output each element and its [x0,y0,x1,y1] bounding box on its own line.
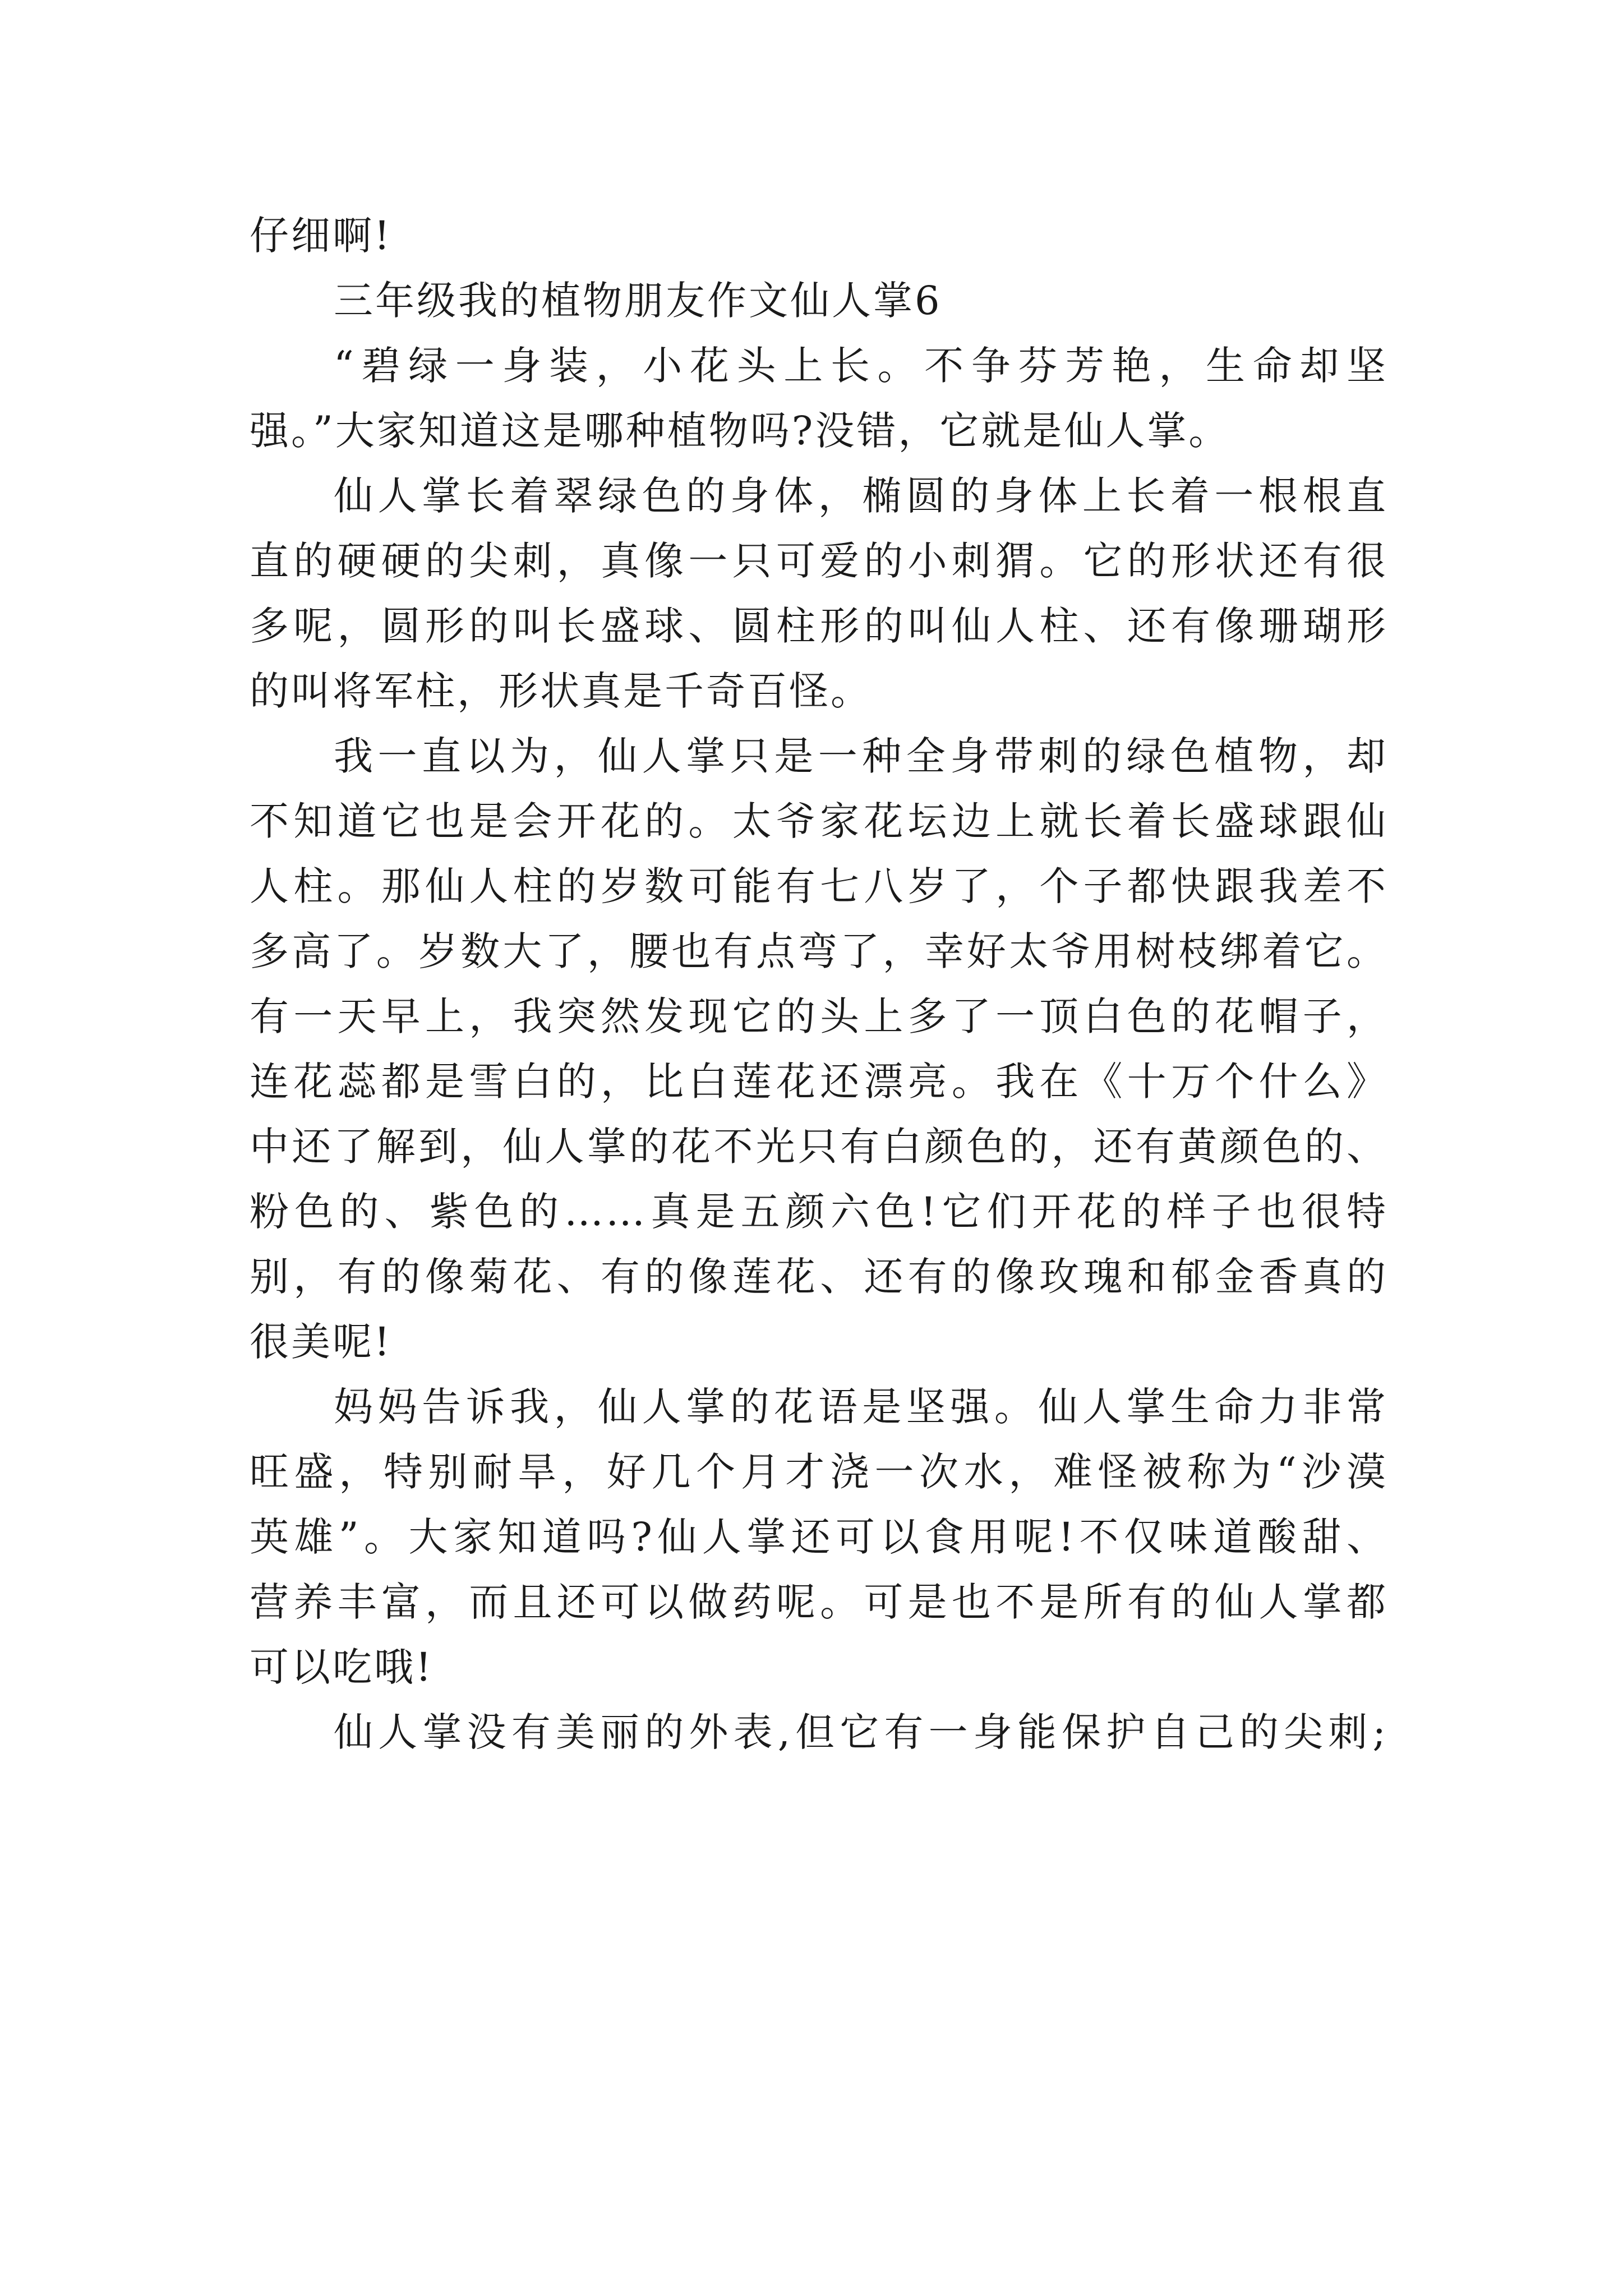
text-line: 旺盛，特别耐旱，好几个月才浇一次水，难怪被称为“沙漠 [250,1449,1388,1495]
essay-body [250,203,1388,1765]
text-line: 别，有的像菊花、有的像莲花、还有的像玫瑰和郁金香真的 [250,1254,1388,1300]
text-line: 中还了解到，仙人掌的花不光只有白颜色的，还有黄颜色的、 [250,1124,1388,1170]
text-line: 连花蕊都是雪白的，比白莲花还漂亮。我在《十万个什么》 [250,1059,1388,1105]
text-line: 仙人掌没有美丽的外表,但它有一身能保护自己的尖刺; [334,1709,1388,1755]
text-line: “碧绿一身装，小花头上长。不争芬芳艳，生命却坚 [334,343,1388,389]
text-line: 直的硬硬的尖刺，真像一只可爱的小刺猬。它的形状还有很 [250,538,1388,584]
text-line: 强。”大家知道这是哪种植物吗?没错，它就是仙人掌。 [250,408,1230,454]
text-line: 的叫将军柱，形状真是千奇百怪。 [250,668,872,714]
text-line: 仙人掌长着翠绿色的身体，椭圆的身体上长着一根根直 [334,473,1388,519]
text-line: 人柱。那仙人柱的岁数可能有七八岁了，个子都快跟我差不 [250,863,1388,909]
essay-title: 三年级我的植物朋友作文仙人掌6 [334,278,942,324]
text-line: 有一天早上，我突然发现它的头上多了一顶白色的花帽子， [250,993,1388,1039]
text-line: 营养丰富，而且还可以做药呢。可是也不是所有的仙人掌都 [250,1579,1388,1625]
text-line: 妈妈告诉我，仙人掌的花语是坚强。仙人掌生命力非常 [334,1384,1388,1430]
text-line: 我一直以为，仙人掌只是一种全身带刺的绿色植物，却 [334,733,1388,779]
text-line: 仔细啊! [250,213,393,259]
text-line: 不知道它也是会开花的。太爷家花坛边上就长着长盛球跟仙 [250,798,1388,844]
text-line: 多高了。岁数大了，腰也有点弯了，幸好太爷用树枝绑着它。 [250,928,1388,974]
text-line: 英雄”。大家知道吗?仙人掌还可以食用呢!不仅味道酸甜、 [250,1514,1388,1560]
text-line: 可以吃哦! [250,1644,434,1690]
text-line: 很美呢! [250,1319,393,1365]
text-line: 多呢，圆形的叫长盛球、圆柱形的叫仙人柱、还有像珊瑚形 [250,603,1388,649]
text-line: 粉色的、紫色的……真是五颜六色!它们开花的样子也很特 [250,1189,1388,1235]
